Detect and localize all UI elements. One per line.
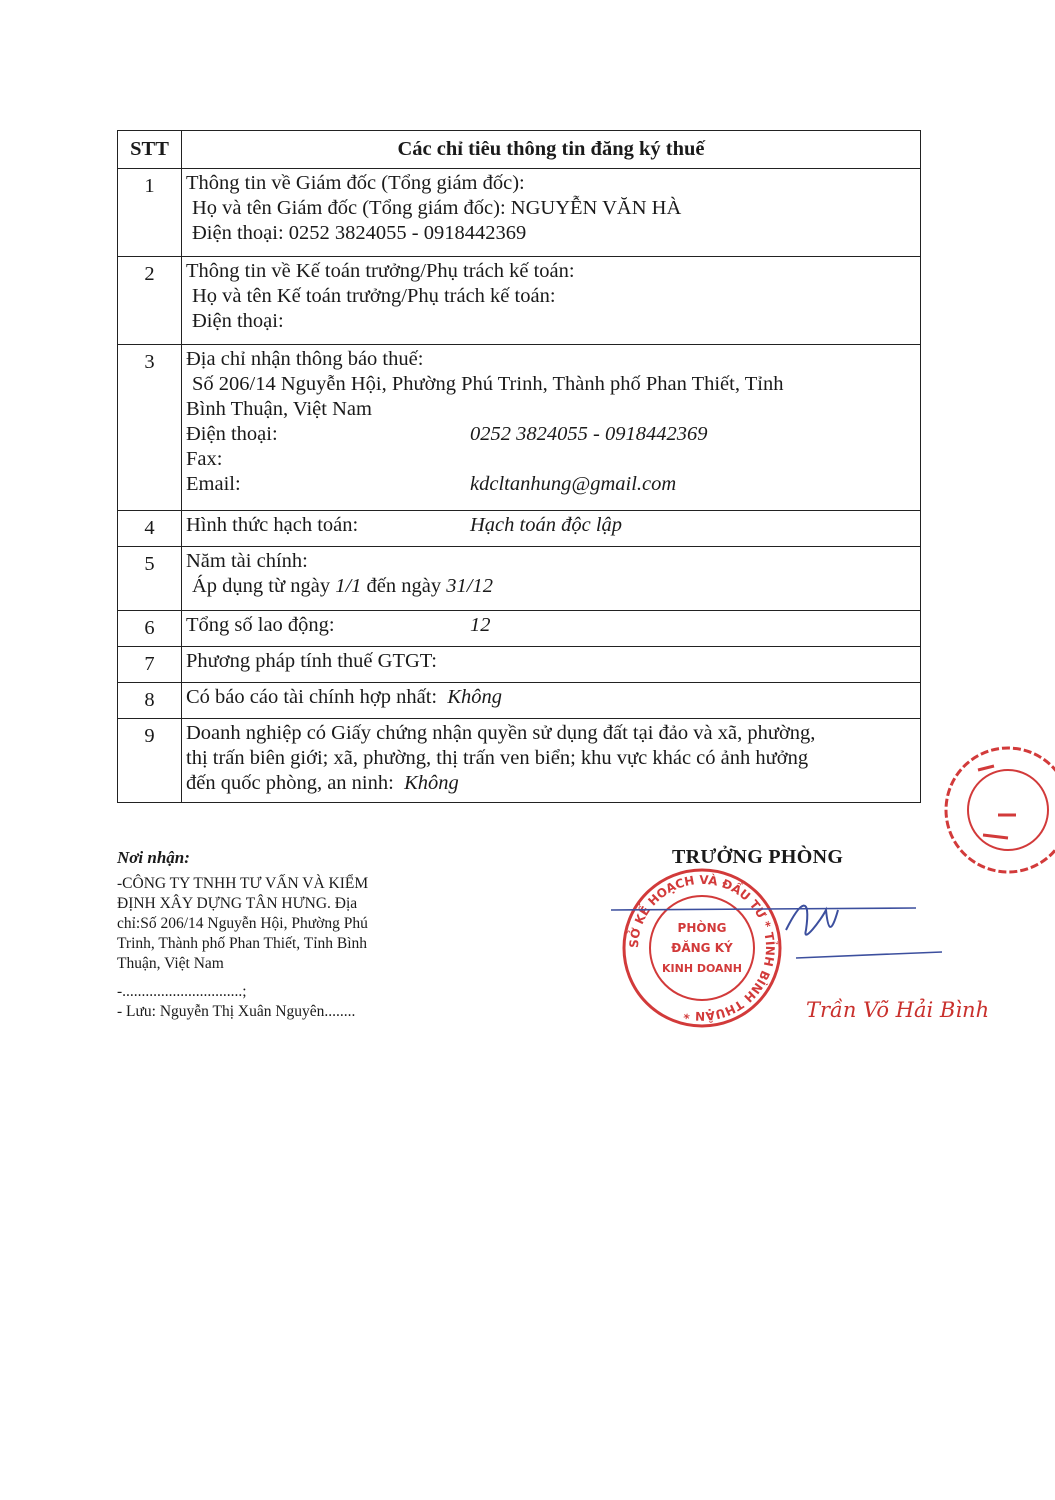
tax-address-line2: Bình Thuận, Việt Nam — [186, 398, 372, 420]
table-row — [118, 511, 921, 547]
recipient-line: -CÔNG TY TNHH TƯ VẤN VÀ KIỂM — [117, 875, 369, 892]
recipient-line: Trinh, Thành phố Phan Thiết, Tỉnh Bình — [117, 935, 368, 952]
land-certificate-line2: thị trấn biên giới; xã, phường, thị trấn ven biển; khu vực khác có ảnh hưởng — [186, 747, 809, 769]
table-row — [118, 647, 921, 683]
content-header: Các chỉ tiêu thông tin đăng ký thuế — [182, 131, 921, 169]
row-number: 4 — [118, 511, 182, 547]
stamp-center-line: ĐĂNG KÝ — [671, 941, 733, 955]
recipients-block — [117, 848, 437, 1022]
accountant-phone: Điện thoại: — [192, 310, 284, 332]
labor-count-value: 12 — [470, 614, 491, 636]
accountant-name: Họ và tên Kế toán trưởng/Phụ trách kế toán: — [192, 285, 556, 307]
land-certificate-line3: đến quốc phòng, an ninh: — [186, 772, 394, 794]
table-row — [118, 169, 921, 257]
land-certificate-cell — [182, 719, 921, 803]
table-row — [118, 683, 921, 719]
position-title: TRƯỞNG PHÒNG — [672, 846, 844, 868]
accounting-method-row — [186, 513, 916, 538]
tax-address-title: Địa chỉ nhận thông báo thuế: — [186, 348, 424, 370]
land-certificate-line3-row — [186, 771, 916, 796]
accountant-info-cell — [182, 257, 921, 345]
tax-info-table — [117, 130, 921, 803]
director-title: Thông tin về Giám đốc (Tổng giám đốc): — [186, 172, 525, 194]
vat-method-cell: Phương pháp tính thuế GTGT: — [182, 647, 921, 683]
recipient-line: ĐỊNH XÂY DỰNG TÂN HƯNG. Địa — [117, 895, 358, 912]
handwritten-signature-icon — [606, 890, 946, 970]
director-phone: Điện thoại: 0252 3824055 - 0918442369 — [192, 222, 527, 244]
table-row — [118, 547, 921, 611]
labor-count-row — [186, 613, 916, 638]
row-number: 3 — [118, 345, 182, 511]
table-row — [118, 345, 921, 511]
row-number: 2 — [118, 257, 182, 345]
recipient-archive: - Lưu: Nguyễn Thị Xuân Nguyên........ — [117, 1003, 356, 1020]
table-header-row — [118, 131, 921, 169]
fiscal-year-to: 31/12 — [446, 575, 493, 597]
recipients-title: Nơi nhận: — [117, 848, 190, 867]
accounting-method-cell — [182, 511, 921, 547]
accountant-title: Thông tin về Kế toán trưởng/Phụ trách kế toán: — [186, 260, 575, 282]
row-number: 9 — [118, 719, 182, 803]
partial-stamp-icon — [938, 720, 1055, 900]
fiscal-year-mid: đến ngày — [361, 575, 447, 597]
fiscal-year-from: 1/1 — [335, 575, 362, 597]
fiscal-year-cell — [182, 547, 921, 611]
director-name: Họ và tên Giám đốc (Tổng giám đốc): NGUYỄN VĂN HÀ — [192, 197, 682, 219]
fiscal-year-range — [186, 574, 916, 599]
recipient-blank: -...............................; — [117, 983, 247, 1000]
director-info-cell — [182, 169, 921, 257]
recipient-line: chỉ:Số 206/14 Nguyễn Hội, Phường Phú — [117, 915, 368, 932]
labor-count-cell — [182, 611, 921, 647]
recipient-line: Thuận, Việt Nam — [117, 955, 224, 972]
row-number: 1 — [118, 169, 182, 257]
stamp-center-line: KINH DOANH — [662, 962, 742, 975]
consolidated-report-value: Không — [447, 686, 503, 708]
fiscal-year-prefix: Áp dụng từ ngày — [192, 575, 336, 597]
tax-phone-value: 0252 3824055 - 0918442369 — [470, 423, 708, 445]
stamp-ring-text: SỞ KẾ HOẠCH VÀ ĐẦU TƯ * TỈNH BÌNH THUẬN * — [626, 872, 778, 1024]
tax-address-cell — [182, 345, 921, 511]
tax-email-row — [186, 472, 916, 497]
row-number: 7 — [118, 647, 182, 683]
stamp-center-line: PHÒNG — [677, 921, 727, 935]
tax-address-line1: Số 206/14 Nguyễn Hội, Phường Phú Trinh, Thành phố Phan Thiết, Tỉnh — [192, 373, 784, 395]
land-certificate-line1: Doanh nghiệp có Giấy chứng nhận quyền sử dụng đất tại đảo và xã, phường, — [186, 722, 816, 744]
row-number: 5 — [118, 547, 182, 611]
row-number: 8 — [118, 683, 182, 719]
tax-phone-label: Điện thoại: — [186, 423, 278, 445]
tax-fax-label: Fax: — [186, 448, 223, 470]
labor-count-label: Tổng số lao động: — [186, 614, 335, 636]
table-row — [118, 257, 921, 345]
accounting-method-label: Hình thức hạch toán: — [186, 514, 359, 536]
tax-phone-row — [186, 422, 916, 447]
consolidated-report-label: Có báo cáo tài chính hợp nhất: — [186, 686, 438, 708]
stt-header: STT — [118, 131, 182, 169]
fiscal-year-title: Năm tài chính: — [186, 550, 308, 572]
land-certificate-value: Không — [404, 772, 459, 794]
accounting-method-value: Hạch toán độc lập — [470, 514, 623, 536]
tax-email-value: kdcltanhung@gmail.com — [470, 473, 677, 495]
consolidated-report-cell — [182, 683, 921, 719]
table-row — [118, 719, 921, 803]
row-number: 6 — [118, 611, 182, 647]
signer-name: Trần Võ Hải Bình — [806, 998, 990, 1022]
tax-email-label: Email: — [186, 473, 241, 495]
table-row — [118, 611, 921, 647]
